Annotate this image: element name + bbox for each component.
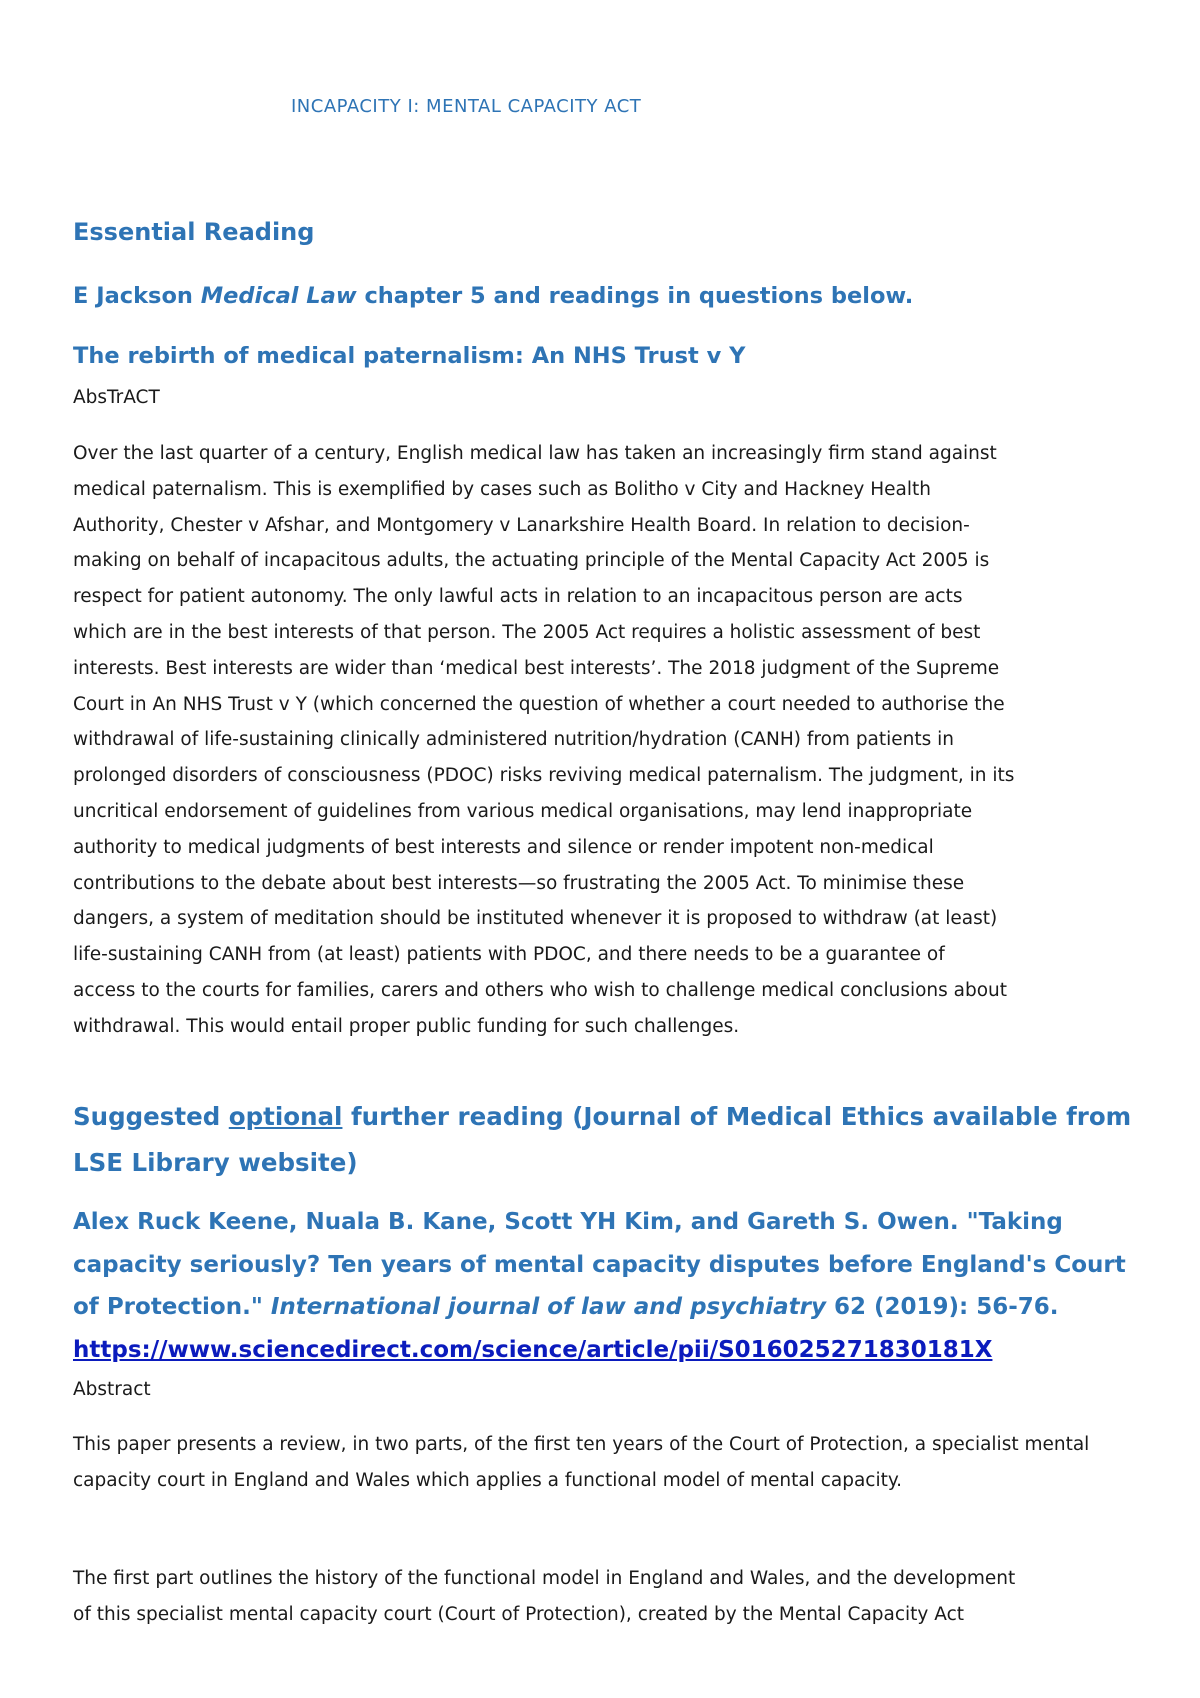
abstract-line: making on behalf of incapacitous adults, the actuating principle of the Mental Capacity Act 2005 is xyxy=(73,550,990,572)
paragraph-line: of this specialist mental capacity court (Court of Protection), created by the Mental Capacity Act xyxy=(73,1603,965,1625)
abstract-label-2: Abstract xyxy=(73,1379,151,1400)
abstract-line: which are in the best interests of that person. The 2005 Act requires a holistic assessment of best xyxy=(73,621,981,643)
citation-journal: International journal of law and psychiatry xyxy=(270,1294,826,1320)
essential-reading-heading: Essential Reading xyxy=(73,218,315,246)
abstract-paragraph-2: This paper presents a review, in two parts, of the first ten years of the Court of Protection, a specialist mental capacity court in England and Wales which applies a functional model of mental capacity. xyxy=(73,1434,1090,1491)
abstract-line: contributions to the debate about best interests—so frustrating the 2005 Act. To minimise these xyxy=(73,872,965,894)
abstract-line: Authority, Chester v Afshar, and Montgomery v Lanarkshire Health Board. In relation to decision- xyxy=(73,514,970,536)
abstract-line: dangers, a system of meditation should be instituted whenever it is proposed to withdraw (at least) xyxy=(73,908,998,930)
abstract-label-1: AbsTrACT xyxy=(73,387,160,408)
abstract-line: Over the last quarter of a century, English medical law has taken an increasingly firm stand against xyxy=(73,443,997,464)
abstract-line: life-sustaining CANH from (at least) patients with PDOC, and there needs to be a guarantee of xyxy=(73,944,945,966)
paragraph-line: The first part outlines the history of the functional model in England and Wales, and the development xyxy=(73,1568,1016,1589)
abstract-line: access to the courts for families, carers and others who wish to challenge medical conclusions about xyxy=(73,979,1008,1001)
suggested-suffix: further reading (Journal of Medical Ethics available from LSE Library website) xyxy=(73,1102,1132,1177)
suggested-prefix: Suggested xyxy=(73,1102,229,1131)
jackson-reading-line xyxy=(73,283,913,309)
abstract-line: respect for patient autonomy. The only lawful acts in relation to an incapacitous person are acts xyxy=(73,586,963,608)
abstract-line: withdrawal. This would entail proper public funding for such challenges. xyxy=(73,1015,740,1037)
abstract-paragraph-3 xyxy=(73,1561,1143,1633)
jackson-chapter-note: chapter 5 and readings in questions below. xyxy=(356,283,914,309)
citation-block xyxy=(73,1201,1143,1371)
article-title: The rebirth of medical paternalism: An NHS Trust v Y xyxy=(73,343,746,369)
abstract-line: authority to medical judgments of best interests and silence or render impotent non-medical xyxy=(73,836,934,858)
abstract-paragraph-1 xyxy=(73,436,1143,1045)
optional-emphasis: optional xyxy=(228,1102,343,1131)
abstract-line: medical paternalism. This is exemplified by cases such as Bolitho v City and Hackney Health xyxy=(73,478,931,500)
abstract-line: interests. Best interests are wider than ‘medical best interests’. The 2018 judgment of the Supreme xyxy=(73,657,1000,679)
abstract-line: prolonged disorders of consciousness (PDOC) risks reviving medical paternalism. The judgment, in its xyxy=(73,765,1015,787)
abstract-line: withdrawal of life-sustaining clinically administered nutrition/hydration (CANH) from patients in xyxy=(73,729,955,751)
citation-authors-title: Alex Ruck Keene, Nuala B. Kane, Scott YH Kim, and Gareth S. Owen. "Taking capacity seriously? Ten years of mental capacity disputes before England's Court of Protection." xyxy=(73,1209,1126,1320)
citation-link[interactable]: https://www.sciencedirect.com/science/article/pii/S016025271830181X xyxy=(73,1336,993,1363)
abstract-line: uncritical endorsement of guidelines from various medical organisations, may lend inappropriate xyxy=(73,800,973,822)
suggested-reading-heading xyxy=(73,1094,1143,1186)
citation-details: 62 (2019): 56-76. xyxy=(825,1294,1059,1320)
abstract-line: Court in An NHS Trust v Y (which concerned the question of whether a court needed to authorise the xyxy=(73,693,1005,715)
document-title: INCAPACITY I: MENTAL CAPACITY ACT xyxy=(291,96,642,117)
jackson-book-title: Medical Law xyxy=(200,283,357,309)
jackson-author: E Jackson xyxy=(73,283,201,309)
